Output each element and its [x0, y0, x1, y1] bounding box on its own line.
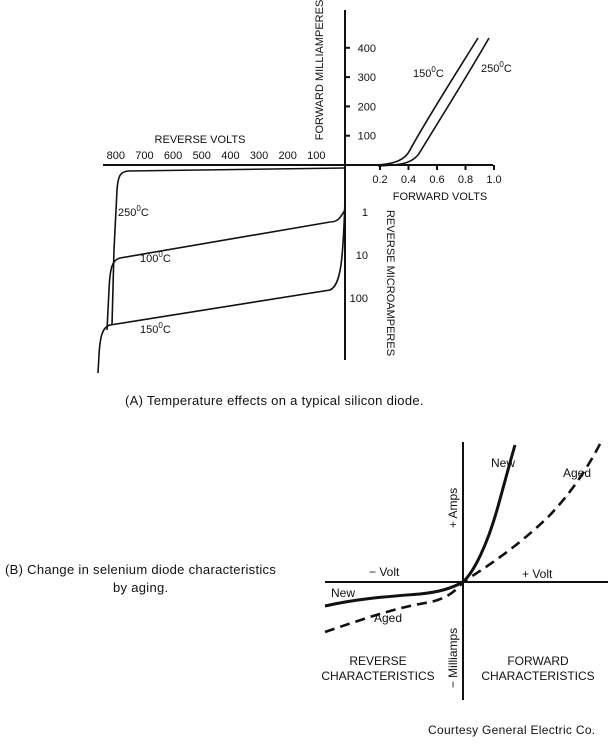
chart-a-reverse-tick-label: 400 [221, 150, 240, 162]
chart-a-forward-ma-tick-label: 200 [357, 101, 376, 114]
chart-b-plus-amps-label: + Amps [446, 487, 460, 529]
chart-a-label-150c-reverse: $150^0C$ [140, 321, 171, 336]
chart-a-reverse-tick-label: 300 [249, 150, 269, 162]
chart-b-reverse-label-2: CHARACTERISTICS [321, 669, 435, 683]
chart-a-forward-volts-label: FORWARD VOLTS [392, 191, 488, 203]
chart-a-reverse-tick-label: 800 [106, 150, 125, 162]
chart-a-forward-tick-label: 0.4 [400, 174, 417, 186]
chart-b-label-new-reverse: New [331, 586, 356, 600]
chart-a-reverse-ua-tick-label: 10 [355, 250, 368, 262]
chart-a-reverse-tick-label: 600 [163, 150, 183, 162]
chart-a-forward-ma-tick-label: 400 [357, 42, 376, 55]
chart-a-reverse-volt-ticks [107, 150, 326, 162]
chart-a-reverse-ua-label: REVERSE MICROAMPERES [384, 209, 396, 357]
chart-b-label-aged-reverse: Aged [374, 611, 403, 625]
chart-a-curve-100c-reverse [107, 210, 345, 330]
chart-a-label-250c-forward: $250^0C$ [481, 60, 512, 75]
chart-b-plus-volt-label: + Volt [522, 567, 553, 581]
chart-a-forward-ma-tick-label: 300 [357, 72, 376, 85]
chart-b-minus-volt-label: − Volt [369, 565, 400, 579]
chart-a-reverse-ua-tick-label: 100 [349, 293, 368, 305]
chart-a-forward-ma-ticks [345, 43, 376, 143]
chart-a-reverse-tick-label: 200 [278, 150, 297, 162]
chart-a-label-250c-reverse: $250^0C$ [118, 204, 149, 219]
chart-a-reverse-ua-tick-label: 1 [361, 207, 368, 219]
chart-b [321, 440, 608, 700]
chart-a-label-100c: $100^0C$ [140, 250, 171, 265]
chart-b-caption-line2: by aging. [113, 580, 169, 595]
chart-a-forward-ma-tick-label: 100 [357, 130, 376, 143]
chart-a-curve-250c-reverse [112, 168, 345, 325]
chart-b-forward-label-1: FORWARD [507, 654, 569, 668]
chart-a-caption: (A) Temperature effects on a typical silicon diode. [125, 393, 424, 408]
chart-b-label-aged-forward: Aged [563, 466, 592, 480]
chart-a [98, 0, 512, 373]
chart-a-forward-tick-label: 1.0 [486, 174, 502, 186]
chart-a-reverse-volts-label: REVERSE VOLTS [154, 134, 246, 146]
chart-a-reverse-tick-label: 500 [192, 150, 211, 162]
chart-b-caption-line1: (B) Change in selenium diode characteristics [5, 562, 277, 577]
chart-a-reverse-ua-ticks [350, 207, 368, 305]
chart-a-forward-tick-label: 0.2 [372, 174, 388, 186]
chart-a-forward-ma-label: FORWARD MILLIAMPERES [314, 0, 326, 141]
chart-a-forward-tick-label: 0.8 [457, 174, 474, 186]
chart-a-forward-volt-ticks [372, 165, 501, 186]
chart-a-curve-250c-forward [378, 38, 489, 166]
chart-a-curve-150c-forward [376, 38, 478, 165]
chart-b-forward-label-2: CHARACTERISTICS [481, 669, 595, 683]
chart-b-reverse-label-1: REVERSE [349, 654, 407, 668]
chart-b-minus-milliamps-label: − Milliamps [446, 627, 460, 689]
chart-a-forward-tick-label: 0.6 [429, 174, 445, 186]
chart-b-label-new-forward: New [491, 456, 516, 470]
credit-line: Courtesy General Electric Co. [428, 723, 596, 737]
chart-a-reverse-tick-label: 100 [307, 150, 326, 162]
chart-a-label-150c: $150^0C$ [413, 65, 444, 80]
chart-a-reverse-tick-label: 700 [135, 150, 154, 162]
